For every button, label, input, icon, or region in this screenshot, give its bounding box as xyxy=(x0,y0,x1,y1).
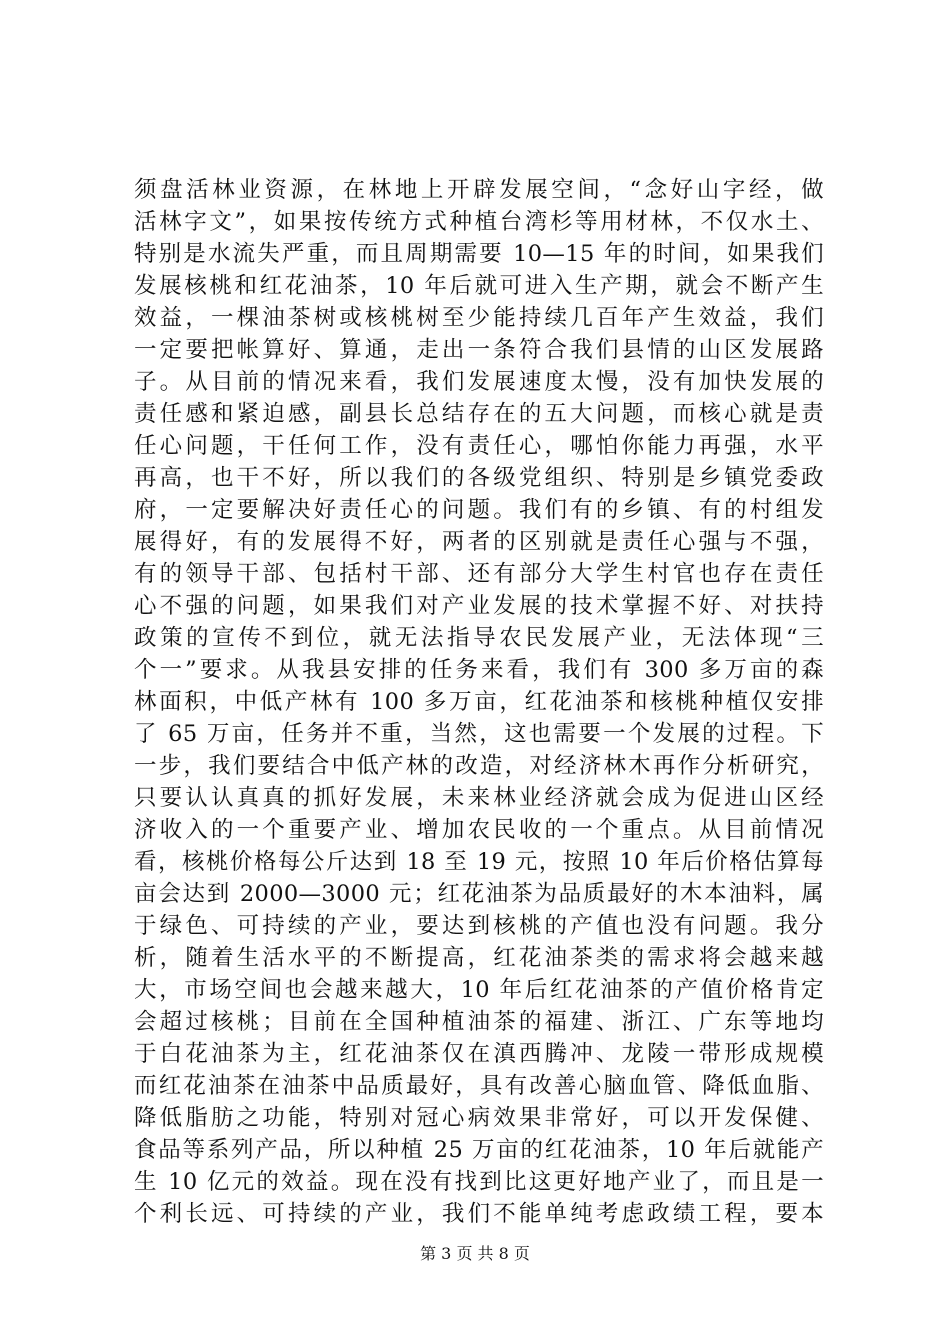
text-line: 于绿色、可持续的产业，要达到核桃的产值也没有问题。我分 xyxy=(134,913,824,939)
page-number-footer: 第 3 页 共 8 页 xyxy=(420,1244,530,1263)
text-line: 再高，也干不好，所以我们的各级党组织、特别是乡镇党委政 xyxy=(134,465,824,491)
text-line: 济收入的一个重要产业、增加农民收的一个重点。从目前情况 xyxy=(134,817,824,843)
text-line: 政策的宣传不到位，就无法指导农民发展产业，无法体现“三 xyxy=(134,625,824,651)
text-line: 食品等系列产品，所以种植 25 万亩的红花油茶，10 年后就能产 xyxy=(134,1137,824,1163)
text-line: 林面积，中低产林有 100 多万亩，红花油茶和核桃种植仅安排 xyxy=(134,689,824,715)
text-line: 析，随着生活水平的不断提高，红花油茶类的需求将会越来越 xyxy=(134,945,824,971)
text-line: 了 65 万亩，任务并不重，当然，这也需要一个发展的过程。下 xyxy=(134,721,824,747)
text-line: 展得好，有的发展得不好，两者的区别就是责任心强与不强， xyxy=(134,529,824,555)
text-line: 会超过核桃；目前在全国种植油茶的福建、浙江、广东等地均 xyxy=(134,1009,824,1035)
text-line: 只要认认真真的抓好发展，未来林业经济就会成为促进山区经 xyxy=(134,785,824,811)
text-line: 有的领导干部、包括村干部、还有部分大学生村官也存在责任 xyxy=(134,561,824,587)
text-line: 须盘活林业资源，在林地上开辟发展空间，“念好山字经，做 xyxy=(134,177,824,203)
text-line: 而红花油茶在油茶中品质最好，具有改善心脑血管、降低血脂、 xyxy=(134,1073,824,1099)
body-text xyxy=(134,174,824,1230)
text-line: 大，市场空间也会越来越大，10 年后红花油茶的产值价格肯定 xyxy=(134,977,824,1003)
text-line: 一步，我们要结合中低产林的改造，对经济林木再作分析研究， xyxy=(134,753,824,779)
text-line: 任心问题，干任何工作，没有责任心，哪怕你能力再强，水平 xyxy=(134,433,824,459)
text-line: 子。从目前的情况来看，我们发展速度太慢，没有加快发展的 xyxy=(134,369,824,395)
text-line: 一定要把帐算好、算通，走出一条符合我们县情的山区发展路 xyxy=(134,337,824,363)
text-line: 亩会达到 2000—3000 元；红花油茶为品质最好的木本油料，属 xyxy=(134,881,824,907)
text-line: 活林字文”，如果按传统方式种植台湾杉等用材林，不仅水土、 xyxy=(134,209,824,235)
text-line: 生 10 亿元的效益。现在没有找到比这更好地产业了，而且是一 xyxy=(134,1169,824,1195)
text-line: 责任感和紧迫感，副县长总结存在的五大问题，而核心就是责 xyxy=(134,401,824,427)
text-line: 降低脂肪之功能，特别对冠心病效果非常好，可以开发保健、 xyxy=(134,1105,824,1131)
text-line: 个利长远、可持续的产业，我们不能单纯考虑政绩工程，要本 xyxy=(134,1201,824,1227)
text-line: 特别是水流失严重，而且周期需要 10—15 年的时间，如果我们 xyxy=(134,241,824,267)
text-line: 发展核桃和红花油茶，10 年后就可进入生产期，就会不断产生 xyxy=(134,273,824,299)
text-line: 效益，一棵油茶树或核桃树至少能持续几百年产生效益，我们 xyxy=(134,305,824,331)
text-line: 看，核桃价格每公斤达到 18 至 19 元，按照 10 年后价格估算每 xyxy=(134,849,824,875)
text-line: 府，一定要解决好责任心的问题。我们有的乡镇、有的村组发 xyxy=(134,497,824,523)
text-line: 于白花油茶为主，红花油茶仅在滇西腾冲、龙陵一带形成规模 xyxy=(134,1041,824,1067)
text-line: 心不强的问题，如果我们对产业发展的技术掌握不好、对扶持 xyxy=(134,593,824,619)
text-line: 个一”要求。从我县安排的任务来看，我们有 300 多万亩的森 xyxy=(134,657,824,683)
